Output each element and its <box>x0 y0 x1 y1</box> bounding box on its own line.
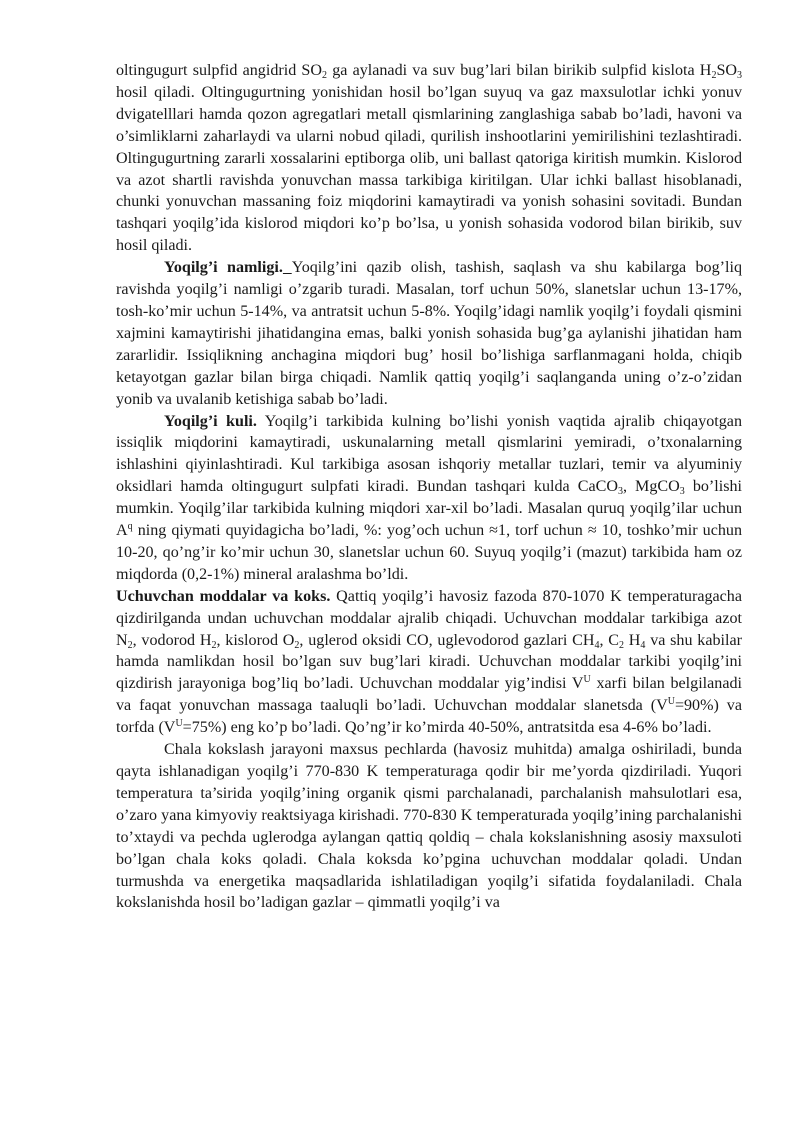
subscript: 2 <box>211 639 217 651</box>
section-heading-moisture: Yoqilg’i namligi. <box>164 259 283 277</box>
subscript: 2 <box>322 70 328 81</box>
text-run: SO <box>716 62 738 79</box>
document-page <box>116 60 742 914</box>
subscript: 3 <box>737 70 743 81</box>
text-run: xarfi bilan belgilanadi va faqat yonuvchan massaga taaluqli bo’ladi. Uchuvchan moddalar slanetsda (V <box>116 675 742 715</box>
text-run: hosil qiladi. Oltingugurtning yonishidan hosil bo’lgan suyuq va gaz maxsulotlar ichki yonuv dvigatelllari hamda qozon agregatlari metall qismlarining zanglashiga sabab bo’ladi, havoni va o’simliklarni zaharlaydi va ularni nobud qiladi, qurilish inshootlarini yemirilishini tezlashtiradi. Oltingugurtning zararli xossalarini eptiborga olib, uni ballast qatoriga kiritish mumkin. Kislorod va azot shartli ravishda yonuvchan massa tarkibiga kiritilgan. Ular ichki ballast hisoblanadi, chunki yonuvchan massaning foiz miqdorini kamaytiradi va yonish sohasini sovitadi. Bundan tashqari yoqilg’ida kislorod miqdori ko’p bo’lsa, u yonish sohasida vodorod bilan birikib, suv hosil qiladi. <box>116 83 742 255</box>
paragraph-sulfur-oxygen <box>116 60 742 257</box>
subscript: 3 <box>679 486 685 498</box>
text-run: =75%) eng ko’p bo’ladi. Qo’ng’ir ko’mirda 40-50%, antratsitda esa 4-6% bo’ladi. <box>182 719 712 737</box>
section-heading-volatiles: Uchuvchan moddalar va koks. <box>116 587 331 605</box>
subscript: 2 <box>711 70 717 81</box>
text-run: , MgCO <box>622 478 680 496</box>
text-run: bo’lishi mumkin. Yoqilg’ilar tarkibida kulning miqdori xar-xil bo’ladi. Masalan quruq yoqilg’ilar uchun A <box>116 478 742 540</box>
underline-space <box>283 259 292 276</box>
text-run: ga aylanadi va suv bug’lari bilan birikib sulpfid kislota H <box>327 62 712 79</box>
text-run: H <box>624 631 641 649</box>
text-run: , uglerod oksidi CO, uglevodorod gazlari CH <box>299 631 595 649</box>
subscript: 2 <box>127 639 133 651</box>
paragraph-volatiles-coke <box>116 586 742 739</box>
paragraph-fuel-ash <box>116 411 742 586</box>
superscript: q <box>127 521 133 533</box>
text-run: Yoqilg’i tarkibida kulning bo’lishi yonish vaqtida ajralib chiqayotgan issiqlik miqdorini kamaytiradi, uskunalarning metall qismlarini yemiradi, o’txonalarning ishlashini qiyinlashtiradi. Kul tarkibiga asosan ishqoriy metallar tuzlari, temir va alyuminiy oksidlari hamda oltingugurt sulpfati kiradi. Bundan tashqari kulda CaCO <box>116 412 743 496</box>
text-run: =90%) va torfda (V <box>116 697 742 737</box>
section-heading-ash: Yoqilg’i kuli. <box>164 412 257 430</box>
text-run: , C <box>599 631 620 649</box>
superscript: U <box>667 696 675 708</box>
superscript: U <box>175 718 183 730</box>
text-run: Chala kokslash jarayoni maxsus pechlarda (havosiz muhitda) amalga oshiriladi, bunda qayta ishlanadigan yoqilg’i 770-830 K temperaturaga qodir bir me’yorda qizdiriladi. Yuqori temperatura ta’sirida yoqilg’ining organik qismi parchalanadi, parchalanish mahsulotlari esa, o’zaro yana kimyoviy reaktsiyaga kirishadi. 770-830 K temperaturada yoqilg’ining parchalanishi to’xtaydi va pechda uglerodga aylangan qattiq qoldiq – chala kokslanishning asosiy maxsuloti bo’lgan chala koks qoladi. Chala koksda ko’pgina uchuvchan moddalar qoladi. Undan turmushda va energetika maqsadlarida ishlatiladigan yoqilg’i sifatida foydalaniladi. Chala kokslanishda hosil bo’ladigan gazlar – qimmatli yoqilg’i va <box>116 741 742 912</box>
text-run: oltingugurt sulpfid angidrid SO <box>116 62 323 79</box>
text-run: , vodorod H <box>132 631 212 649</box>
text-run: Yoqilg’ini qazib olish, tashish, saqlash va shu kabilarga bog’liq ravishda yoqilg’i namligi o’zgarib turadi. Masalan, torf uchun 50%, slanetslar uchun 13-17%, tosh-ko’mir uchun 5-14%, va antratsit uchun 5-8%. Yoqilg’idagi namlik yoqilg’i foydali qismini xajmini kamaytirishi jihatidangina emas, balki yonish sohasida bug’ga aylanishi jihatidan ham zararlidir. Issiqlikning anchagina miqdori bug’ hosil bo’lishiga sarflanmagani holda, chiqib ketayotgan gazlar bilan birga chiqadi. Namlik qattiq yoqilg’i saqlanganda uning o’z-o’zidan yonib va uvalanib ketishiga sabab bo’ladi. <box>116 259 742 408</box>
text-run: va shu kabilar hamda namlikdan hosil bo’lgan suv bug’lari kiradi. Uchuvchan moddalar tarkibi yoqilg’ini qizdirish jarayoniga bog’liq bo’ladi. Uchuvchan moddalar yig’indisi V <box>116 631 742 693</box>
text-run: Qattiq yoqilg’i havosiz fazoda 870-1070 K temperaturagacha qizdirilganda undan uchuvchan moddalar ajralib chiqadi. Uchuvchan moddalar tarkibiga azot N <box>116 587 742 649</box>
paragraph-fuel-moisture <box>116 257 742 410</box>
subscript: 3 <box>617 486 623 498</box>
paragraph-semi-coking <box>116 739 742 914</box>
subscript: 2 <box>619 639 625 651</box>
text-run: , kislorod O <box>216 631 295 649</box>
subscript: 2 <box>294 639 300 651</box>
text-run: ning qiymati quyidagicha bo’ladi, %: yog’och uchun ≈1, torf uchun ≈ 10, toshko’mir uchun 10-20, qo’ng’ir ko’mir uchun 30, slanetslar uchun 60. Suyuq yoqilg’i (mazut) tarkibida ham oz miqdorda (0,2-1%) mineral aralashma bo’ldi. <box>116 522 742 583</box>
superscript: U <box>583 674 591 686</box>
subscript: 4 <box>594 639 600 651</box>
subscript: 4 <box>640 639 646 651</box>
